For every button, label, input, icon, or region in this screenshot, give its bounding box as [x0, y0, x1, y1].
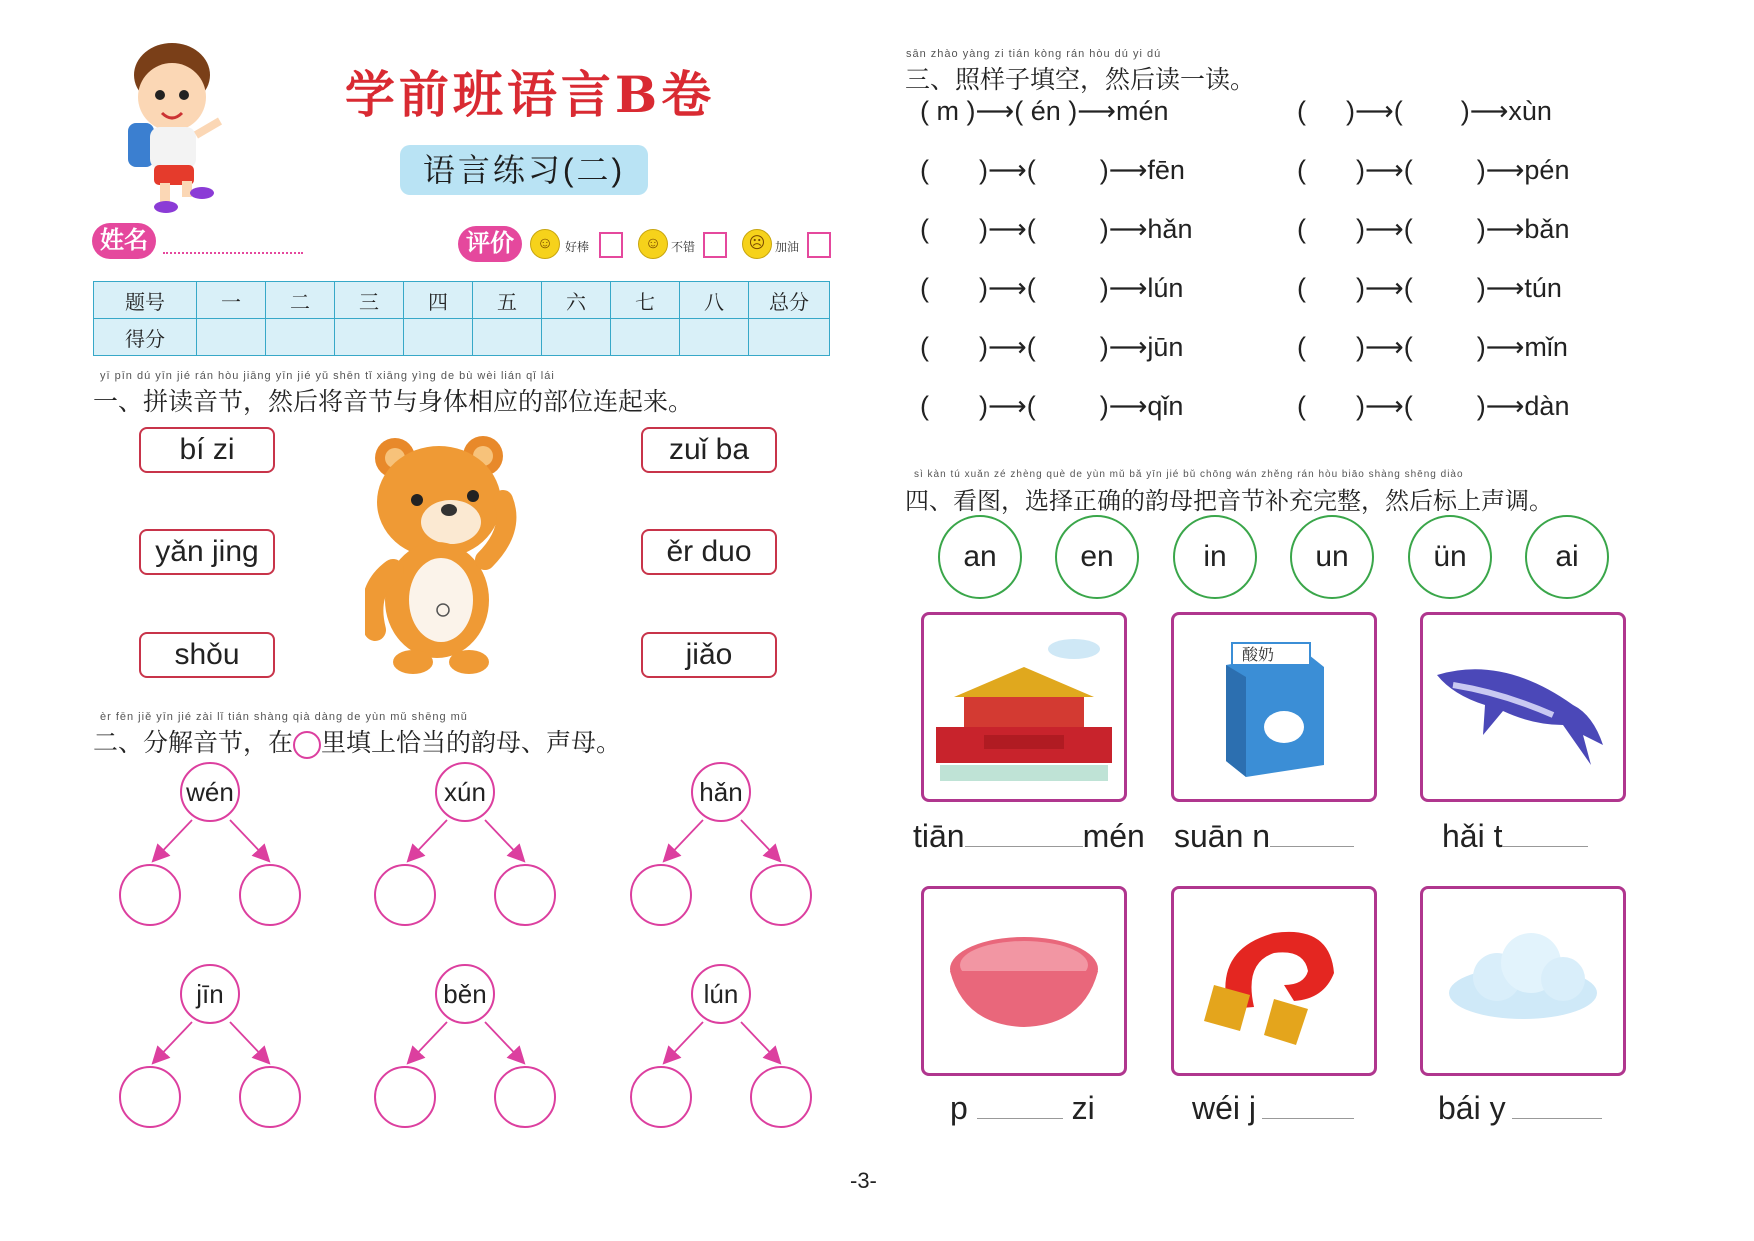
answer-prefix: p — [950, 1090, 968, 1126]
cloud-icon — [1423, 889, 1623, 1073]
score-table-header-row — [94, 282, 830, 319]
final-choice-ai[interactable]: ai — [1525, 515, 1609, 599]
answer-blank[interactable] — [977, 1092, 1063, 1119]
score-input-cell[interactable] — [335, 319, 404, 356]
picture-card-dolphin — [1420, 612, 1626, 802]
example-final: én — [1030, 96, 1061, 126]
final-answer-circle[interactable] — [494, 864, 556, 926]
exercise-row-3-right: ( )⟶( )⟶bǎn — [1297, 214, 1570, 244]
target-syllable: pén — [1524, 155, 1570, 185]
word-box-right-3[interactable]: jiǎo — [641, 632, 777, 678]
answer-prefix: bái y — [1438, 1090, 1506, 1126]
score-table-cell: 得分 — [94, 319, 197, 356]
answer-scarf — [1192, 1090, 1354, 1127]
answer-blank[interactable] — [965, 820, 1083, 847]
syllable-circle-han: hǎn — [691, 762, 751, 822]
boy-mascot-illustration — [110, 35, 245, 215]
target-syllable: dàn — [1524, 391, 1570, 421]
eval-checkbox-keep-going[interactable] — [807, 232, 831, 258]
answer-blank[interactable] — [1262, 1092, 1354, 1119]
name-field[interactable] — [163, 240, 303, 254]
final-answer-circle[interactable] — [239, 1066, 301, 1128]
basin-icon — [924, 889, 1124, 1073]
exercise-row-6-left: ( )⟶( )⟶qǐn — [920, 391, 1184, 421]
score-input-cell[interactable] — [197, 319, 266, 356]
target-syllable: lún — [1147, 273, 1184, 303]
target-syllable: bǎn — [1524, 214, 1570, 244]
word-box-right-1[interactable]: zuǐ ba — [641, 427, 777, 473]
score-input-cell[interactable] — [473, 319, 542, 356]
evaluation-label: 评价 — [458, 226, 522, 262]
score-table-score-row — [94, 319, 830, 356]
answer-yogurt — [1174, 818, 1354, 855]
answer-prefix: suān n — [1174, 818, 1271, 854]
answer-cloud — [1438, 1090, 1602, 1127]
answer-blank[interactable] — [1270, 820, 1354, 847]
eval-checkbox-good[interactable] — [703, 232, 727, 258]
syllable-circle-jin: jīn — [180, 964, 240, 1024]
section1-pinyin: yī pīn dú yīn jié rán hòu jiāng yīn jié yǔ shēn tǐ xiāng yìng de bù wèi lián qǐ lái — [100, 370, 555, 382]
answer-prefix: wéi j — [1192, 1090, 1257, 1126]
final-choice-un[interactable]: un — [1290, 515, 1374, 599]
section2-heading-part2: 里填上恰当的韵母、声母。 — [321, 728, 622, 757]
word-box-left-2[interactable]: yǎn jing — [139, 529, 275, 575]
picture-card-yogurt — [1171, 612, 1377, 802]
syllable-circle-wen: wén — [180, 762, 240, 822]
section3-pinyin: sān zhào yàng zi tián kòng rán hòu dú yi dú — [906, 48, 1162, 60]
initial-answer-circle[interactable] — [119, 864, 181, 926]
answer-dolphin — [1442, 818, 1588, 855]
answer-basin — [950, 1090, 1095, 1127]
answer-blank[interactable] — [1502, 820, 1588, 847]
final-answer-circle[interactable] — [750, 864, 812, 926]
dolphin-icon — [1423, 615, 1623, 799]
exercise-row-2-right: ( )⟶( )⟶pén — [1297, 155, 1570, 185]
final-choice-yun[interactable]: ün — [1408, 515, 1492, 599]
score-table-cell: 六 — [542, 282, 611, 319]
eval-option-keep-going: 加油 — [775, 240, 800, 254]
word-box-left-1[interactable]: bí zi — [139, 427, 275, 473]
score-table-cell: 总分 — [749, 282, 830, 319]
syllable-circle-ben: běn — [435, 964, 495, 1024]
initial-answer-circle[interactable] — [630, 1066, 692, 1128]
target-syllable: tún — [1524, 273, 1562, 303]
exercise-row-1-right: ( )⟶( )⟶xùn — [1297, 96, 1552, 126]
target-syllable: xùn — [1508, 96, 1552, 126]
answer-tiananmen — [913, 818, 1145, 855]
score-table-cell: 八 — [680, 282, 749, 319]
initial-answer-circle[interactable] — [374, 864, 436, 926]
page-subtitle: 语言练习(二) — [400, 145, 648, 195]
scarf-icon — [1174, 889, 1374, 1073]
answer-suffix: mén — [1082, 818, 1145, 854]
picture-card-tiananmen — [921, 612, 1127, 802]
final-choice-an[interactable]: an — [938, 515, 1022, 599]
tiananmen-icon — [924, 615, 1124, 799]
page-title: 学前班语言B卷 — [344, 65, 716, 124]
target-syllable: qǐn — [1147, 391, 1184, 421]
section2-heading-part1: 二、分解音节，在 — [93, 728, 294, 757]
picture-card-basin — [921, 886, 1127, 1076]
exercise-row-4-right: ( )⟶( )⟶tún — [1297, 273, 1562, 303]
name-label: 姓名 — [92, 223, 156, 259]
exercise-row-5-right: ( )⟶( )⟶mǐn — [1297, 332, 1568, 362]
section4-pinyin: sì kàn tú xuǎn zé zhèng què de yùn mǔ bǎ yīn jié bǔ chōng wán zhěng rán hòu biāo shàng shēng diào — [914, 469, 1464, 480]
score-input-cell[interactable] — [749, 319, 830, 356]
score-table-cell: 二 — [266, 282, 335, 319]
score-input-cell[interactable] — [680, 319, 749, 356]
circle-symbol-icon — [293, 731, 321, 759]
syllable-circle-xun: xún — [435, 762, 495, 822]
answer-blank[interactable] — [1512, 1092, 1602, 1119]
picture-card-scarf — [1171, 886, 1377, 1076]
score-table-cell: 一 — [197, 282, 266, 319]
yogurt-label: 酸奶 — [1242, 647, 1275, 664]
score-input-cell[interactable] — [542, 319, 611, 356]
word-box-left-3[interactable]: shǒu — [139, 632, 275, 678]
score-table-cell: 四 — [404, 282, 473, 319]
exercise-row-6-right: ( )⟶( )⟶dàn — [1297, 391, 1570, 421]
final-answer-circle[interactable] — [239, 864, 301, 926]
eval-option-great: 好棒 — [565, 240, 590, 254]
final-answer-circle[interactable] — [494, 1066, 556, 1128]
score-input-cell[interactable] — [404, 319, 473, 356]
syllable-circle-lun: lún — [691, 964, 751, 1024]
final-choice-en[interactable]: en — [1055, 515, 1139, 599]
exercise-row-2-left: ( )⟶( )⟶fēn — [920, 155, 1185, 185]
picture-card-cloud — [1420, 886, 1626, 1076]
score-table-cell: 七 — [611, 282, 680, 319]
score-table-cell: 五 — [473, 282, 542, 319]
word-box-right-2[interactable]: ěr duo — [641, 529, 777, 575]
exercise-row-5-left: ( )⟶( )⟶jūn — [920, 332, 1184, 362]
bear-illustration — [365, 430, 530, 680]
eval-option-good: 不错 — [671, 240, 696, 254]
target-syllable: jūn — [1147, 332, 1184, 362]
final-choice-in[interactable]: in — [1173, 515, 1257, 599]
smiley-face-icon: ☺ — [530, 229, 560, 259]
answer-prefix: hǎi t — [1442, 818, 1503, 854]
exercise-row-4-left: ( )⟶( )⟶lún — [920, 273, 1184, 303]
neutral-face-icon: ☺ — [638, 229, 668, 259]
target-syllable: fēn — [1147, 155, 1185, 185]
score-input-cell[interactable] — [266, 319, 335, 356]
initial-answer-circle[interactable] — [630, 864, 692, 926]
initial-answer-circle[interactable] — [374, 1066, 436, 1128]
section3-heading: 三、照样子填空，然后读一读。 — [905, 65, 1256, 94]
initial-answer-circle[interactable] — [119, 1066, 181, 1128]
target-syllable: mén — [1115, 96, 1169, 126]
section1-heading: 一、拼读音节，然后将音节与身体相应的部位连起来。 — [93, 387, 694, 416]
target-syllable: mǐn — [1524, 332, 1568, 362]
section4-heading: 四、看图，选择正确的韵母把音节补充完整，然后标上声调。 — [905, 487, 1553, 515]
score-input-cell[interactable] — [611, 319, 680, 356]
answer-prefix: tiān — [913, 818, 965, 854]
example-initial: m — [936, 96, 959, 126]
section2-heading — [93, 723, 621, 759]
answer-suffix: zi — [1071, 1090, 1095, 1126]
eval-checkbox-great[interactable] — [599, 232, 623, 258]
yogurt-carton-icon — [1174, 615, 1374, 799]
exercise-row-3-left: ( )⟶( )⟶hǎn — [920, 214, 1193, 244]
score-table-cell: 三 — [335, 282, 404, 319]
target-syllable: hǎn — [1147, 214, 1193, 244]
sad-face-icon: ☹ — [742, 229, 772, 259]
final-answer-circle[interactable] — [750, 1066, 812, 1128]
exercise-row-1-left: ( m )⟶( én )⟶mén — [920, 96, 1169, 126]
score-table — [93, 281, 830, 356]
section2-pinyin: èr fēn jiě yīn jié zài lǐ tián shàng qià dàng de yùn mǔ shēng mǔ — [100, 711, 468, 723]
score-table-cell: 题号 — [94, 282, 197, 319]
page-number: -3- — [850, 1168, 877, 1193]
